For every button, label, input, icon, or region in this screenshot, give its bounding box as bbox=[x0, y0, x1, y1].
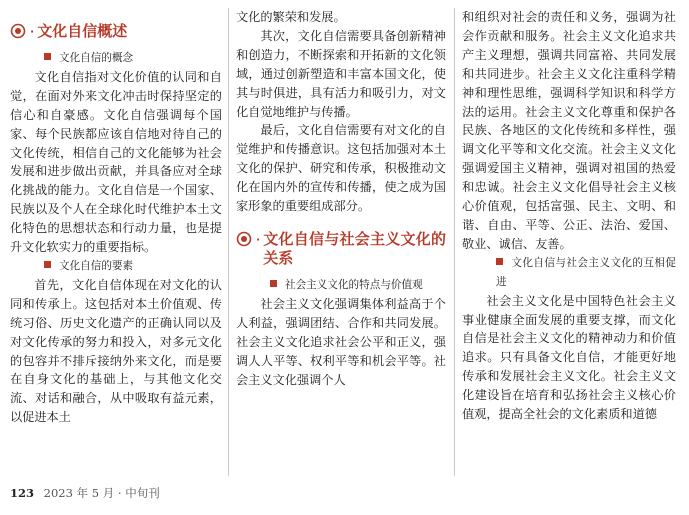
column-divider bbox=[228, 8, 229, 476]
paragraph: 首先，文化自信体现在对文化的认同和传承上。这包括对本土价值观、传统习俗、历史文化遗产的正确认同以及对文化传承的努力和投入，对多元文化的包容并不排斥接纳外来文化，而是要在自身文化的基础上，与其他文化交流、对话和融合，从中吸取有益元素，以促进本土 bbox=[10, 277, 222, 425]
subheading-text: 文化自信与社会主义文化的互相促进 bbox=[496, 256, 676, 288]
page-number: 123 bbox=[10, 486, 35, 500]
section-heading bbox=[236, 230, 446, 268]
subheading-text: 文化自信的概念 bbox=[59, 52, 134, 64]
square-bullet-icon bbox=[44, 53, 51, 60]
heading-dot: · bbox=[256, 232, 261, 246]
column-divider bbox=[454, 8, 455, 476]
subheading-text: 社会主义文化的特点与价值观 bbox=[285, 278, 423, 291]
column-3 bbox=[462, 8, 676, 476]
subheading bbox=[236, 276, 446, 295]
column-2 bbox=[236, 8, 446, 476]
section-title: 文化自信概述 bbox=[37, 22, 128, 40]
subheading bbox=[10, 257, 222, 276]
page-footer bbox=[10, 485, 160, 501]
section-mark-icon bbox=[10, 23, 26, 39]
section-heading bbox=[10, 22, 222, 41]
square-bullet-icon bbox=[496, 258, 503, 265]
section-title: 文化自信与社会主义文化的关系 bbox=[263, 229, 446, 267]
column-1 bbox=[10, 8, 222, 476]
paragraph-continuation: 文化的繁荣和发展。 bbox=[236, 10, 346, 24]
paragraph: 文化自信指对文化价值的认同和自觉，在面对外来文化冲击时保持坚定的信心和自豪感。文化自信强调每个国家、每个民族都应该自信地对待自己的文化传统，相信自己的文化能够为社会发展和进步做出贡献，并具备应对全球化挑战的能力。文化自信是一个国家、民族以及个人在全球化时代维护本土文化特色的思想状态和行动力量，也是提升文化软实力的重要指标。 bbox=[10, 69, 222, 255]
issue-info: 2023 年 5 月 · 中旬刊 bbox=[43, 486, 160, 500]
subheading-text: 文化自信的要素 bbox=[59, 259, 134, 272]
section-mark-icon bbox=[236, 231, 252, 247]
paragraph: 社会主义文化是中国特色社会主义事业健康全面发展的重要支撑，而文化自信是社会主义文化的精神动力和价值追求。只有具备文化自信，才能更好地传承和发展社会主义文化。社会主义文化建设旨在培育和弘扬社会主义核心价值观，提高全社会的文化素质和道德 bbox=[462, 293, 676, 422]
paragraph-continuation: 和组织对社会的责任和义务，强调为社会作贡献和服务。社会主义文化追求共产主义理想，强调共同富裕、共同发展和共同进步。社会主义文化注重科学精神和理性思维，强调科学知识和科学方法的运用。社会主义文化尊重和保护各民族、各地区的文化传统和多样性，强调文化平等和文化交流。社会主义文化强调爱国主义精神，强调对祖国的热爱和忠诚。社会主义文化倡导社会主义核心价值观，包括富强、民主、文明、和谐、自由、平等、公正、法治、爱国、敬业、诚信、友善。 bbox=[462, 10, 676, 251]
subheading bbox=[10, 49, 222, 68]
paragraph: 社会主义文化强调集体利益高于个人利益，强调团结、合作和共同发展。社会主义文化追求社会公平和正义，强调人人平等、权利平等和机会平等。社会主义文化强调个人 bbox=[236, 296, 446, 387]
square-bullet-icon bbox=[270, 280, 277, 287]
subheading bbox=[462, 254, 676, 292]
paragraph: 最后，文化自信需要有对文化的自觉维护和传播意识。这包括加强对本土文化的保护、研究和传承，积极推动文化在国内外的宣传和传播，使之成为国家形象的重要组成部分。 bbox=[236, 123, 446, 214]
paragraph: 其次，文化自信需要具备创新精神和创造力，不断探索和开拓新的文化领域，通过创新塑造和丰富本国文化，使其与时俱进，具有活力和吸引力，对文化自觉地维护与传播。 bbox=[236, 28, 446, 119]
heading-dot: · bbox=[30, 25, 35, 38]
square-bullet-icon bbox=[44, 261, 51, 268]
